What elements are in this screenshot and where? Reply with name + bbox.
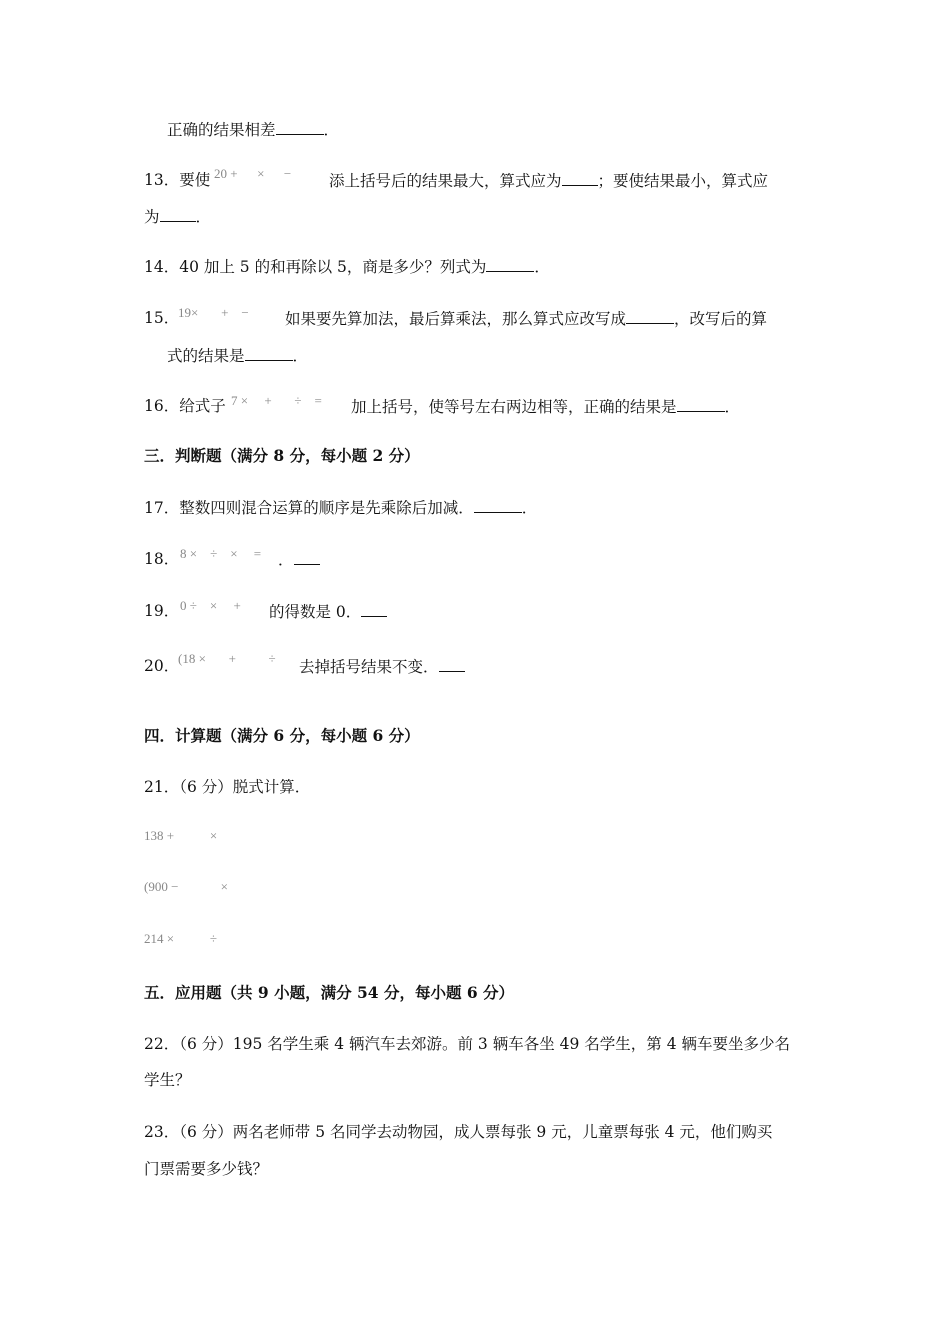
q20-text: 去掉括号结果不变．: [299, 656, 465, 677]
q18-tail: ．: [278, 549, 320, 570]
answer-blank[interactable]: [677, 396, 725, 412]
formula-18: 8 × ÷ × =: [180, 546, 262, 561]
section-4-heading: 四．计算题（满分 6 分，每小题 6 分）: [144, 726, 420, 745]
formula-21b: (900 − ×: [144, 879, 228, 894]
formula-20: (18 × + ÷: [178, 651, 276, 666]
q12-tail: 正确的结果相差 ．: [167, 121, 340, 139]
answer-blank[interactable]: [294, 549, 320, 565]
q16: 16．给式子: [144, 397, 226, 415]
answer-blank[interactable]: [439, 656, 465, 672]
q19: 19．: [144, 602, 180, 620]
answer-blank[interactable]: [474, 497, 522, 513]
q15-tail: 式的结果是 ．: [167, 347, 309, 365]
answer-blank[interactable]: [245, 345, 293, 361]
answer-blank[interactable]: [361, 601, 387, 617]
formula-21a: 138 + ×: [144, 828, 218, 843]
q16-text: 加上括号，使等号左右两边相等，正确的结果是 ．: [351, 398, 741, 416]
q13-tail: 为 ．: [144, 208, 212, 226]
section-5-heading: 五．应用题（共 9 小题，满分 54 分，每小题 6 分）: [144, 983, 515, 1002]
formula-21c: 214 × ÷: [144, 931, 217, 946]
q23-line1: 23．（6 分）两名老师带 5 名同学去动物园，成人票每张 9 元，儿童票每张 4 元，他们购买: [144, 1123, 773, 1141]
q15: 15．: [144, 309, 180, 327]
q21: 21．（6 分）脱式计算．: [144, 778, 311, 796]
q13-text: 添上括号后的结果最大，算式应为 ；要使结果最小，算式应: [329, 172, 769, 190]
q13: 13．要使: [144, 171, 211, 189]
q20: 20．: [144, 657, 180, 675]
answer-blank[interactable]: [160, 206, 196, 222]
section-3-heading: 三．判断题（满分 8 分，每小题 2 分）: [144, 446, 420, 465]
answer-blank[interactable]: [486, 256, 534, 272]
q23-line2: 门票需要多少钱？: [144, 1160, 269, 1178]
q15-text: 如果要先算加法，最后算乘法，那么算式应改写成 ，改写后的算: [285, 310, 768, 328]
formula-19: 0 ÷ × +: [180, 598, 241, 613]
q17: 17．整数四则混合运算的顺序是先乘除后加减． ．: [144, 499, 538, 517]
q22-line2: 学生？: [144, 1071, 191, 1089]
answer-blank[interactable]: [626, 308, 674, 324]
formula-15: 19× + −: [178, 305, 249, 320]
formula-16: 7 × + ÷ =: [231, 393, 322, 408]
q18: 18．: [144, 550, 180, 568]
q19-text: 的得数是 0．: [269, 601, 387, 622]
answer-blank[interactable]: [276, 119, 324, 135]
answer-blank[interactable]: [562, 170, 598, 186]
formula-13: 20 + × −: [214, 166, 292, 181]
q14: 14．40 加上 5 的和再除以 5，商是多少？列式为 ．: [144, 258, 550, 276]
q22-line1: 22．（6 分）195 名学生乘 4 辆汽车去郊游。前 3 辆车各坐 49 名学生，第 4 辆车要坐多少名: [144, 1035, 790, 1053]
